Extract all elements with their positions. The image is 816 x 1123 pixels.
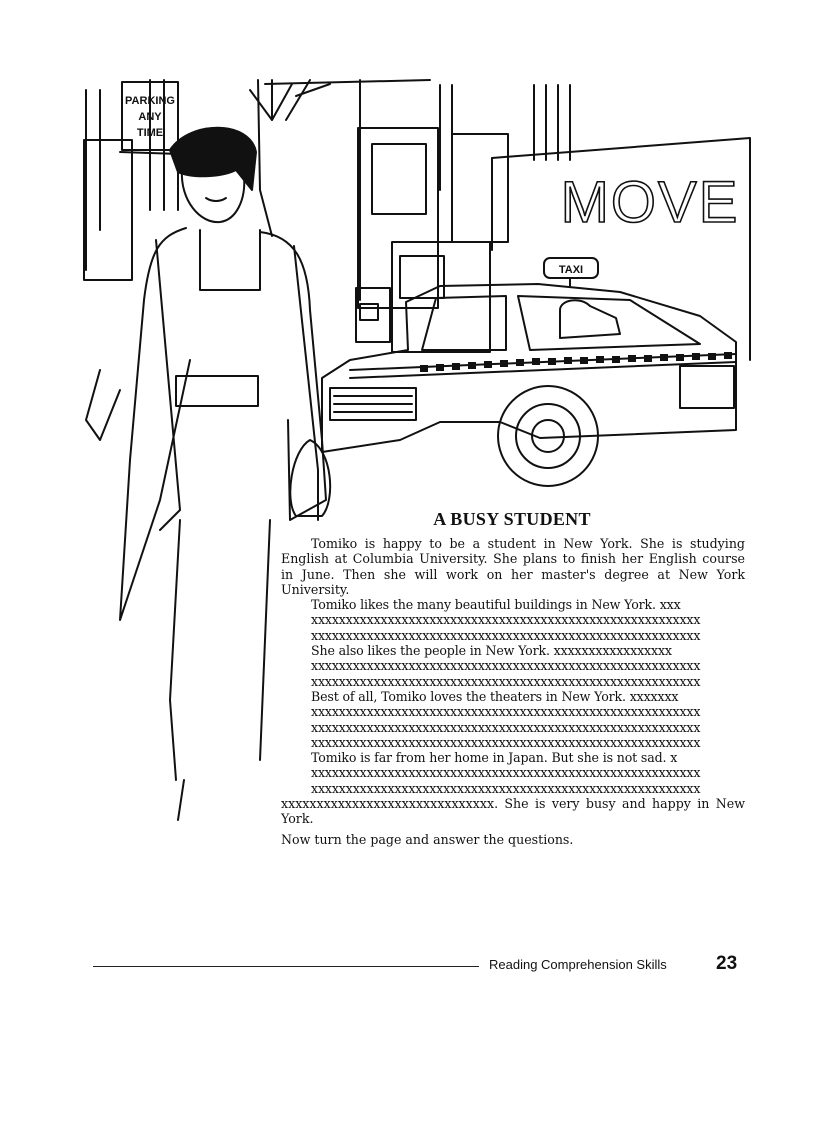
- story-line: xxxxxxxxxxxxxxxxxxxxxxxxxxxxxxxxxxxxxxxxxxxxxxxxxxxxxxxx: [311, 765, 701, 781]
- story-line: xxxxxxxxxxxxxxxxxxxxxxxxxxxxxxxxxxxxxxxxxxxxxxxxxxxxxxxx: [311, 704, 701, 720]
- story-line: xxxxxxxxxxxxxxxxxxxxxxxxxxxxxxxxxxxxxxxxxxxxxxxxxxxxxxxx: [311, 627, 701, 643]
- story-line: xxxxxxxxxxxxxxxxxxxxxxxxxxxxxxxxxxxxxxxxxxxxxxxxxxxxxxxx: [311, 673, 701, 689]
- story-paragraph: [281, 750, 745, 826]
- story-paragraph: [281, 536, 745, 597]
- parking-sign-line-3: TIME: [136, 127, 164, 139]
- story-line: xxxxxxxxxxxxxxxxxxxxxxxxxxxxxxxxxxxxxxxxxxxxxxxxxxxxxxxx: [311, 658, 701, 674]
- truck-sign: MOVE: [560, 170, 740, 235]
- story-line: Best of all, Tomiko loves the theaters in New York. xxxxxxx: [311, 688, 679, 704]
- story-line: She also likes the people in New York. xxxxxxxxxxxxxxxxx: [311, 643, 672, 659]
- story-line: xxxxxxxxxxxxxxxxxxxxxxxxxxxxxxxxxxxxxxxxxxxxxxxxxxxxxxxx: [311, 719, 701, 735]
- story-line: xxxxxxxxxxxxxxxxxxxxxxxxxxxxxxxxxxxxxxxxxxxxxxxxxxxxxxxx: [311, 780, 701, 796]
- story-line: Tomiko is far from her home in Japan. But she is not sad. x: [311, 750, 678, 766]
- story-line: Tomiko likes the many beautiful buildings in New York. xxx: [311, 597, 681, 613]
- story-paragraph: [281, 689, 745, 750]
- story-paragraph: [281, 597, 745, 643]
- page-number: 23: [716, 953, 738, 974]
- story-title: A BUSY STUDENT: [433, 509, 591, 529]
- story-line: Tomiko is happy to be a student in New York. She is studying English at Columbia University. She plans to finish her English course in June. Then she will work on her master's degree at New York University.: [281, 536, 745, 597]
- story-line: xxxxxxxxxxxxxxxxxxxxxxxxxxxxxxxxxxxxxxxxxxxxxxxxxxxxxxxx: [311, 612, 701, 628]
- footer-book-label: Reading Comprehension Skills: [489, 957, 667, 972]
- parking-sign-line-1: PARKING: [125, 95, 175, 107]
- story-body: [281, 536, 745, 827]
- parking-sign-line-2: ANY: [138, 111, 162, 123]
- footer-rule: [93, 966, 479, 967]
- story-line: xxxxxxxxxxxxxxxxxxxxxxxxxxxxxxxxxxxxxxxxxxxxxxxxxxxxxxxx: [311, 734, 701, 750]
- taxi-roof-sign: TAXI: [558, 264, 584, 276]
- taxi: [322, 258, 736, 486]
- instruction-text: Now turn the page and answer the questions.: [281, 832, 574, 847]
- story-paragraph: [281, 643, 745, 689]
- story-line: xxxxxxxxxxxxxxxxxxxxxxxxxxxxxx. She is very busy and happy in New York.: [281, 796, 745, 827]
